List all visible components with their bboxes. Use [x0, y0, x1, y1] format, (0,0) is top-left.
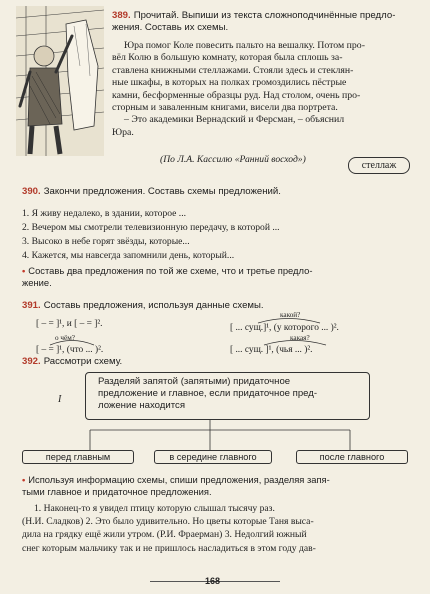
list-item: 1. Я живу недалеко, в здании, которое ...	[22, 208, 187, 219]
scheme-box-before: перед главным	[22, 450, 134, 464]
list-item: 4. Кажется, мы навсегда запомнили день, который...	[22, 250, 235, 261]
task-390-heading: 390. Закончи предложения. Составь схемы предложений.	[22, 186, 281, 197]
boy-hanging-coat-illustration	[16, 6, 104, 156]
scheme-1: [ – = ]¹, и [ – = ]².	[36, 319, 103, 329]
rule-box: Разделяй запятой (запятыми) придаточное предложение и главное, если придаточное пред- ложение находится	[85, 372, 370, 420]
task-392-heading: 392. Рассмотри схему.	[22, 356, 123, 367]
scheme-2: [ ... сущ.]¹, (у которого ... )².	[230, 323, 339, 333]
list-item: 3. Высоко в небе горят звёзды, которые...	[22, 236, 190, 247]
bullet-icon: •	[22, 265, 26, 276]
task-number: 389.	[112, 10, 131, 21]
vocabulary-word-box: стеллаж	[348, 157, 410, 174]
bullet-icon: •	[22, 474, 26, 485]
scheme-4-question: какая?	[290, 334, 310, 342]
source-citation: (По Л.А. Кассилю «Ранний восход»)	[160, 154, 306, 165]
scheme-4: [ ... сущ. ]¹, (чья ... )².	[230, 345, 313, 355]
task-391-heading: 391. Составь предложения, используя данные схемы.	[22, 300, 264, 311]
task-392-text: 1. Наконец-то я увидел птицу которую слышал тысячу раз. (Н.И. Сладков) 2. Это было удивительно. Но цветы которые Таня выса- дила на грядку ещё жили утром. (Р.И. Фраерман) 3. Недолгий южный снег которым мальчику так и не пришлось насладиться в этом году дав-	[22, 503, 316, 554]
scheme-3: [ – = ]¹, (что ... )².	[36, 345, 104, 355]
task-392-bullet: • Используя информацию схемы, спиши предложения, разделяя запя- тыми главное и придаточное предложения.	[22, 474, 330, 497]
scheme-connector-lines	[60, 420, 400, 452]
scheme-2-question: какой?	[280, 311, 301, 319]
task-389-text: Юра помог Коле повесить пальто на вешалку. Потом про- вёл Колю в большую комнату, которая была сплошь за- ставлена книжными стеллажами. Стояли здесь и стеклян- ные шкафы, в которых на полках громоздились пёстрые камни, бесформенные образцы руд. Над столом, очень про- сторным и заваленным книгами, висели два портрета. – Это академики Вернадский и Ферсман, – объяснил Юра.	[112, 40, 365, 138]
roman-numeral: I	[58, 394, 62, 405]
scheme-box-middle: в середине главного	[154, 450, 272, 464]
task-389-heading: 389. Прочитай. Выпиши из текста сложноподчинённые предло- жения. Составь их схемы.	[112, 10, 396, 33]
list-item: 2. Вечером мы смотрели телевизионную передачу, в которой ...	[22, 222, 280, 233]
scheme-3-question: о чём?	[55, 334, 75, 342]
scheme-box-after: после главного	[296, 450, 408, 464]
task-390-bullet: • Составь два предложения по той же схеме, что и третье предло- жение.	[22, 265, 313, 288]
page-number: 168	[205, 576, 221, 586]
